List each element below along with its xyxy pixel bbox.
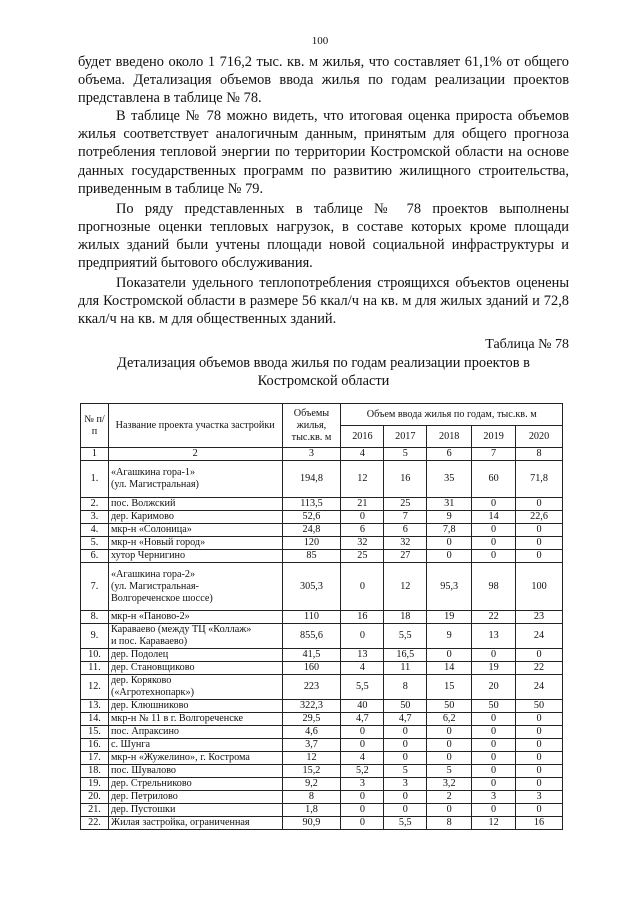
project-name [108,537,282,550]
column-index: 7 [472,448,516,461]
year-volume: 60 [472,461,516,498]
year-volume: 31 [427,498,472,511]
year-volume: 16 [341,611,384,624]
housing-volume: 120 [282,537,341,550]
project-name-line: мкр-н «Паново-2» [110,611,190,622]
table-row [81,563,563,611]
year-volume: 0 [384,804,427,817]
project-name [108,550,282,563]
project-name-line: дер. Пустошки [110,804,176,815]
project-name [108,791,282,804]
row-number: 21. [81,804,109,817]
housing-volume: 113,5 [282,498,341,511]
year-volume: 0 [472,550,516,563]
column-index: 3 [282,448,341,461]
row-number: 12. [81,675,109,700]
project-name-line: («Агротехнопарк») [110,687,194,698]
row-number: 2. [81,498,109,511]
year-volume: 5,5 [341,675,384,700]
project-name-line: дер. Петрилово [110,791,178,802]
year-volume: 5 [384,765,427,778]
year-volume: 0 [516,765,563,778]
year-volume: 22 [516,662,563,675]
year-volume: 3 [341,778,384,791]
table-row [81,791,563,804]
housing-volume: 41,5 [282,649,341,662]
column-index: 2 [108,448,282,461]
year-volume: 14 [472,511,516,524]
year-volume: 0 [516,804,563,817]
year-volume: 0 [341,726,384,739]
project-name [108,675,282,700]
year-volume: 4,7 [384,713,427,726]
housing-volume: 85 [282,550,341,563]
housing-volume: 8 [282,791,341,804]
column-index-row [81,448,563,461]
year-volume: 0 [472,713,516,726]
year-volume: 0 [472,537,516,550]
row-number: 13. [81,700,109,713]
column-index: 4 [341,448,384,461]
project-name [108,726,282,739]
year-volume: 0 [472,765,516,778]
project-name-line: дер. Стрельниково [110,778,192,789]
housing-volume: 305,3 [282,563,341,611]
year-volume: 22 [472,611,516,624]
table-row [81,778,563,791]
year-volume: 0 [341,791,384,804]
year-volume: 13 [472,624,516,649]
year-volume: 7 [384,511,427,524]
year-volume: 16,5 [384,649,427,662]
project-name-line: с. Шунга [110,739,151,750]
year-volume: 40 [341,700,384,713]
row-number: 9. [81,624,109,649]
year-volume: 24 [516,624,563,649]
table-row [81,804,563,817]
year-volume: 32 [384,537,427,550]
year-volume: 0 [516,778,563,791]
housing-volume: 855,6 [282,624,341,649]
housing-volume: 3,7 [282,739,341,752]
year-volume: 95,3 [427,563,472,611]
row-number: 4. [81,524,109,537]
year-volume: 0 [341,804,384,817]
table-row [81,726,563,739]
year-volume: 19 [472,662,516,675]
row-number: 1. [81,461,109,498]
table-title-line-2: Костромской области [257,373,390,389]
housing-volume: 9,2 [282,778,341,791]
project-name-line: Жилая застройка, ограниченная [110,817,250,828]
header-number: № п/п [81,404,109,448]
project-name-line: пос. Шувалово [110,765,177,776]
table-row [81,713,563,726]
header-year: 2019 [472,426,516,448]
year-volume: 0 [516,524,563,537]
project-name [108,752,282,765]
row-number: 22. [81,817,109,830]
housing-volume: 12 [282,752,341,765]
year-volume: 4 [341,752,384,765]
table-row [81,524,563,537]
header-year: 2017 [384,426,427,448]
project-name-line: мкр-н № 11 в г. Волгореченске [110,713,243,724]
year-volume: 5,2 [341,765,384,778]
project-name [108,804,282,817]
table-row [81,624,563,649]
year-volume: 5 [427,765,472,778]
table-title [78,354,569,390]
page-number: 100 [311,35,329,47]
paragraph-heat-load-estimates: По ряду представленных в таблице № 78 проектов выполнены прогнозные оценки тепловых нагрузок, в составе которых кроме площади жилых зданий были учтены площади новой социальной инфраструктуры и предприятий бытового обслуживания. [78,200,569,272]
year-volume: 0 [341,739,384,752]
year-volume: 12 [472,817,516,830]
project-name [108,700,282,713]
project-name-line: дер. Становщиково [110,662,195,673]
table-row [81,675,563,700]
table-row [81,765,563,778]
project-name [108,739,282,752]
year-volume: 50 [472,700,516,713]
year-volume: 3 [384,778,427,791]
table-row [81,649,563,662]
year-volume: 16 [384,461,427,498]
column-index: 6 [427,448,472,461]
project-name-line: дер. Клюшниково [110,700,189,711]
housing-volume: 1,8 [282,804,341,817]
year-volume: 20 [472,675,516,700]
project-name [108,498,282,511]
year-volume: 0 [427,537,472,550]
project-name-line: пос. Апраксино [110,726,179,737]
housing-volume: 29,5 [282,713,341,726]
paragraph-specific-consumption: Показатели удельного теплопотребления строящихся объектов оценены для Костромской области в размере 56 ккал/ч на кв. м для жилых зданий и 72,8 ккал/ч на кв. м для общественных зданий. [78,275,569,328]
year-volume: 98 [472,563,516,611]
header-project-name: Название проекта участка застройки [108,404,282,448]
table-row [81,817,563,830]
project-name-line: дер. Подолец [110,649,169,660]
year-volume: 0 [472,524,516,537]
year-volume: 5,5 [384,624,427,649]
year-volume: 11 [384,662,427,675]
housing-volume: 110 [282,611,341,624]
table-row [81,662,563,675]
year-volume: 0 [384,726,427,739]
project-name [108,611,282,624]
row-number: 16. [81,739,109,752]
year-volume: 0 [427,726,472,739]
row-number: 10. [81,649,109,662]
project-name-line: мкр-н «Новый город» [110,537,206,548]
table-caption: Таблица № 78 [485,337,569,352]
housing-volume: 15,2 [282,765,341,778]
housing-volume: 160 [282,662,341,675]
year-volume: 6 [384,524,427,537]
header-year: 2018 [427,426,472,448]
housing-volume: 4,6 [282,726,341,739]
year-volume: 0 [516,752,563,765]
year-volume: 0 [472,739,516,752]
year-volume: 0 [427,752,472,765]
year-volume: 0 [341,511,384,524]
year-volume: 0 [472,752,516,765]
project-name-line: «Агашкина гора-2» [110,568,196,580]
year-volume: 0 [516,649,563,662]
year-volume: 0 [341,563,384,611]
table-row [81,550,563,563]
project-name-line: дер. Каримово [110,511,174,522]
year-volume: 50 [516,700,563,713]
row-number: 6. [81,550,109,563]
year-volume: 25 [384,498,427,511]
year-volume: 21 [341,498,384,511]
housing-volume: 90,9 [282,817,341,830]
year-volume: 100 [516,563,563,611]
year-volume: 27 [384,550,427,563]
row-number: 18. [81,765,109,778]
year-volume: 6,2 [427,713,472,726]
year-volume: 0 [516,713,563,726]
year-volume: 14 [427,662,472,675]
project-name [108,778,282,791]
year-volume: 3 [472,791,516,804]
year-volume: 3 [516,791,563,804]
housing-volume: 322,3 [282,700,341,713]
year-volume: 0 [472,726,516,739]
paragraph-continuation: будет введено около 1 716,2 тыс. кв. м жилья, что составляет 61,1% от общего объема. Детализация объемов ввода жилья по годам реализации проектов представлена в таблице № 78. [78,54,569,107]
year-volume: 15 [427,675,472,700]
row-number: 5. [81,537,109,550]
project-name [108,563,282,611]
project-name [108,649,282,662]
year-volume: 8 [427,817,472,830]
header-year: 2020 [516,426,563,448]
body-text [78,53,569,328]
project-name-line: Караваево (между ТЦ «Коллаж» [110,624,252,635]
column-index: 5 [384,448,427,461]
header-year: 2016 [341,426,384,448]
year-volume: 19 [427,611,472,624]
project-name [108,662,282,675]
header-housing-volume: Объемы жилья, тыс.кв. м [282,404,341,448]
table-row [81,700,563,713]
project-name [108,624,282,649]
year-volume: 18 [384,611,427,624]
year-volume: 8 [384,675,427,700]
year-volume: 0 [427,804,472,817]
row-number: 3. [81,511,109,524]
table-row [81,511,563,524]
year-volume: 0 [427,649,472,662]
year-volume: 0 [384,791,427,804]
table-row [81,739,563,752]
year-volume: 71,8 [516,461,563,498]
table-row [81,537,563,550]
year-volume: 12 [384,563,427,611]
year-volume: 0 [427,739,472,752]
housing-volume: 52,6 [282,511,341,524]
year-volume: 6 [341,524,384,537]
year-volume: 9 [427,511,472,524]
year-volume: 32 [341,537,384,550]
project-name [108,817,282,830]
project-name [108,511,282,524]
project-name-line: Волгореченское шоссе) [110,592,213,604]
row-number: 8. [81,611,109,624]
project-name-line: хутор Чернигино [110,550,186,561]
year-volume: 22,6 [516,511,563,524]
year-volume: 0 [516,537,563,550]
row-number: 14. [81,713,109,726]
year-volume: 0 [384,752,427,765]
year-volume: 0 [384,739,427,752]
housing-volume: 223 [282,675,341,700]
housing-volume-table [80,403,563,830]
row-number: 19. [81,778,109,791]
project-name [108,524,282,537]
table-row [81,498,563,511]
row-number: 7. [81,563,109,611]
row-number: 11. [81,662,109,675]
year-volume: 0 [341,624,384,649]
year-volume: 9 [427,624,472,649]
year-volume: 25 [341,550,384,563]
year-volume: 0 [472,778,516,791]
year-volume: 0 [472,649,516,662]
project-name-line: и пос. Караваево) [110,636,188,647]
year-volume: 16 [516,817,563,830]
project-name [108,713,282,726]
year-volume: 0 [516,498,563,511]
year-volume: 24 [516,675,563,700]
year-volume: 0 [341,817,384,830]
row-number: 20. [81,791,109,804]
column-index: 1 [81,448,109,461]
year-volume: 13 [341,649,384,662]
project-name-line: (ул. Магистральная) [110,479,199,490]
year-volume: 4,7 [341,713,384,726]
housing-volume: 24,8 [282,524,341,537]
year-volume: 4 [341,662,384,675]
year-volume: 23 [516,611,563,624]
row-number: 17. [81,752,109,765]
year-volume: 3,2 [427,778,472,791]
paragraph-table-comparison: В таблице № 78 можно видеть, что итоговая оценка прироста объемов жилья соответствует аналогичным данным, принятым для общего прогноза потребления тепловой энергии по территории Костромской области на основе данных государственных программ по развитию жилищного строительства, приведенным в таблице № 79. [78,108,569,197]
table-body [81,461,563,830]
row-number: 15. [81,726,109,739]
project-name-line: «Агашкина гора-1» [110,467,196,478]
year-volume: 35 [427,461,472,498]
year-volume: 0 [472,804,516,817]
table-row [81,461,563,498]
project-name-line: мкр-н «Солоница» [110,524,192,535]
project-name-line: пос. Волжский [110,498,176,509]
year-volume: 0 [516,739,563,752]
year-volume: 0 [516,726,563,739]
table-title-line-1: Детализация объемов ввода жилья по годам реализации проектов в [117,355,530,371]
column-index: 8 [516,448,563,461]
header-volume-by-year: Объем ввода жилья по годам, тыс.кв. м [341,404,563,426]
project-name [108,765,282,778]
year-volume: 12 [341,461,384,498]
year-volume: 0 [516,550,563,563]
year-volume: 50 [427,700,472,713]
project-name-line: мкр-н «Жужелино», г. Кострома [110,752,250,763]
year-volume: 5,5 [384,817,427,830]
year-volume: 7,8 [427,524,472,537]
year-volume: 0 [472,498,516,511]
year-volume: 0 [427,550,472,563]
table-row [81,611,563,624]
project-name-line: дер. Коряково [110,675,172,686]
year-volume: 2 [427,791,472,804]
housing-volume: 194,8 [282,461,341,498]
project-name [108,461,282,498]
table-row [81,752,563,765]
project-name-line: (ул. Магистральная- [110,580,199,592]
year-volume: 50 [384,700,427,713]
